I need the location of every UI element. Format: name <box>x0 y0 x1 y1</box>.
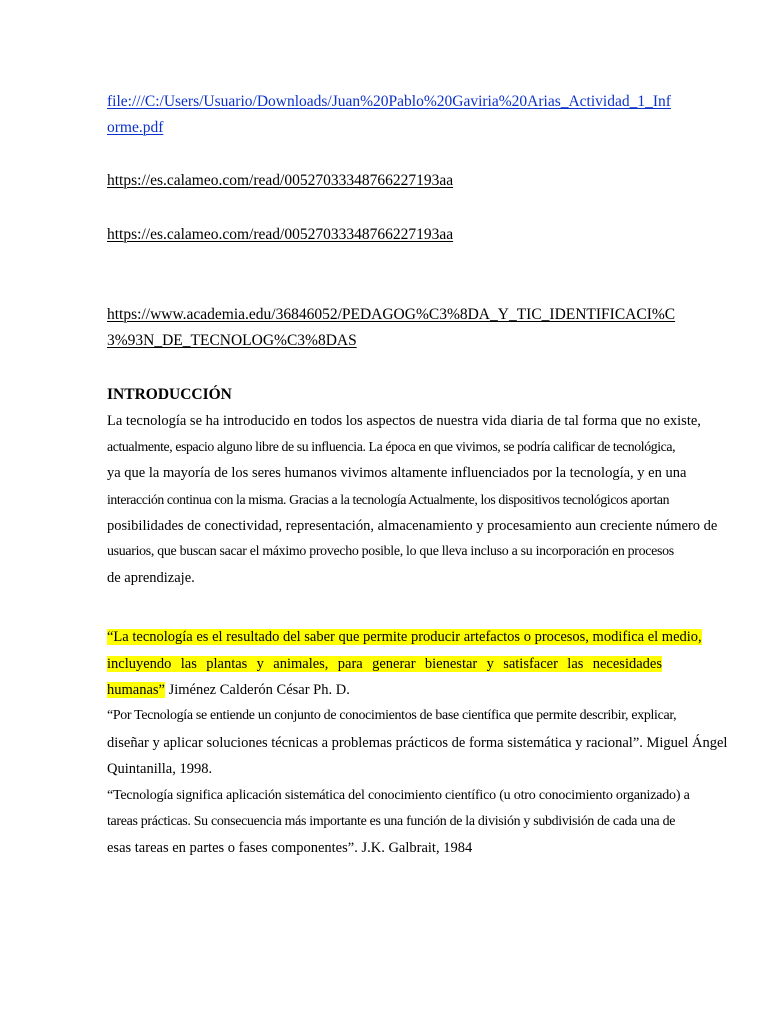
intro-line-5: posibilidades de conectividad, representación, almacenamiento y procesamiento aun creciente número de <box>107 518 718 534</box>
link-academia-line1[interactable]: https://www.academia.edu/36846052/PEDAGOG%C3%8DA_Y_TIC_IDENTIFICACI%C <box>107 306 676 323</box>
quote-1-line-1-text: “La tecnología es el resultado del saber que permite producir artefactos o procesos, modifica el medio, <box>107 629 702 645</box>
quote-1-line-3 <box>107 680 350 700</box>
link-academia-line2[interactable]: 3%93N_DE_TECNOLOG%C3%8DAS <box>107 332 357 349</box>
link-calameo-1[interactable]: https://es.calameo.com/read/00527033348766227193aa <box>107 172 454 189</box>
intro-line-6: usuarios, que buscan sacar el máximo provecho posible, lo que lleva incluso a su incorporación en procesos <box>107 544 674 559</box>
quote-3-line-1: “Tecnología significa aplicación sistemática del conocimiento científico (u otro conocimiento organizado) a <box>107 788 690 803</box>
intro-line-3: ya que la mayoría de los seres humanos vivimos altamente influenciados por la tecnología, y en una <box>107 465 687 481</box>
quote-2-line-1: “Por Tecnología se entiende un conjunto de conocimientos de base científica que permite describir, explicar, <box>107 708 677 723</box>
intro-line-7: de aprendizaje. <box>107 570 195 586</box>
intro-line-1: La tecnología se ha introducido en todos los aspectos de nuestra vida diaria de tal forma que no existe, <box>107 413 701 429</box>
quote-1-line-2-text: incluyendo las plantas y animales, para generar bienestar y satisfacer las necesidades <box>107 656 662 672</box>
section-heading-introduccion: INTRODUCCIÓN <box>107 386 232 403</box>
quote-3-line-2: tareas prácticas. Su consecuencia más importante es una función de la división y subdivisión de cada una de <box>107 814 676 829</box>
quote-1-author: Jiménez Calderón César Ph. D. <box>164 682 350 698</box>
link-calameo-2[interactable]: https://es.calameo.com/read/00527033348766227193aa <box>107 226 454 243</box>
quote-1-line-2 <box>107 654 662 674</box>
quote-2-line-3: Quintanilla, 1998. <box>107 761 213 777</box>
intro-line-2: actualmente, espacio alguno libre de su influencia. La época en que vivimos, se podría calificar de tecnológica, <box>107 439 676 454</box>
intro-line-4: interacción continua con la misma. Gracias a la tecnología Actualmente, los dispositivos tecnológicos aportan <box>107 492 670 507</box>
quote-1-highlight-end: humanas” <box>107 682 165 698</box>
quote-3-line-3: esas tareas en partes o fases componentes”. J.K. Galbrait, 1984 <box>107 840 473 856</box>
link-juan-pablo-pdf-line1[interactable]: file:///C:/Users/Usuario/Downloads/Juan%20Pablo%20Gaviria%20Arias_Actividad_1_Inf <box>107 93 671 110</box>
link-juan-pablo-pdf-line2[interactable]: orme.pdf <box>107 119 164 136</box>
quote-1-line-1 <box>107 627 702 647</box>
quote-2-line-2: diseñar y aplicar soluciones técnicas a problemas prácticos de forma sistemática y racional”. Miguel Ángel <box>107 735 728 751</box>
